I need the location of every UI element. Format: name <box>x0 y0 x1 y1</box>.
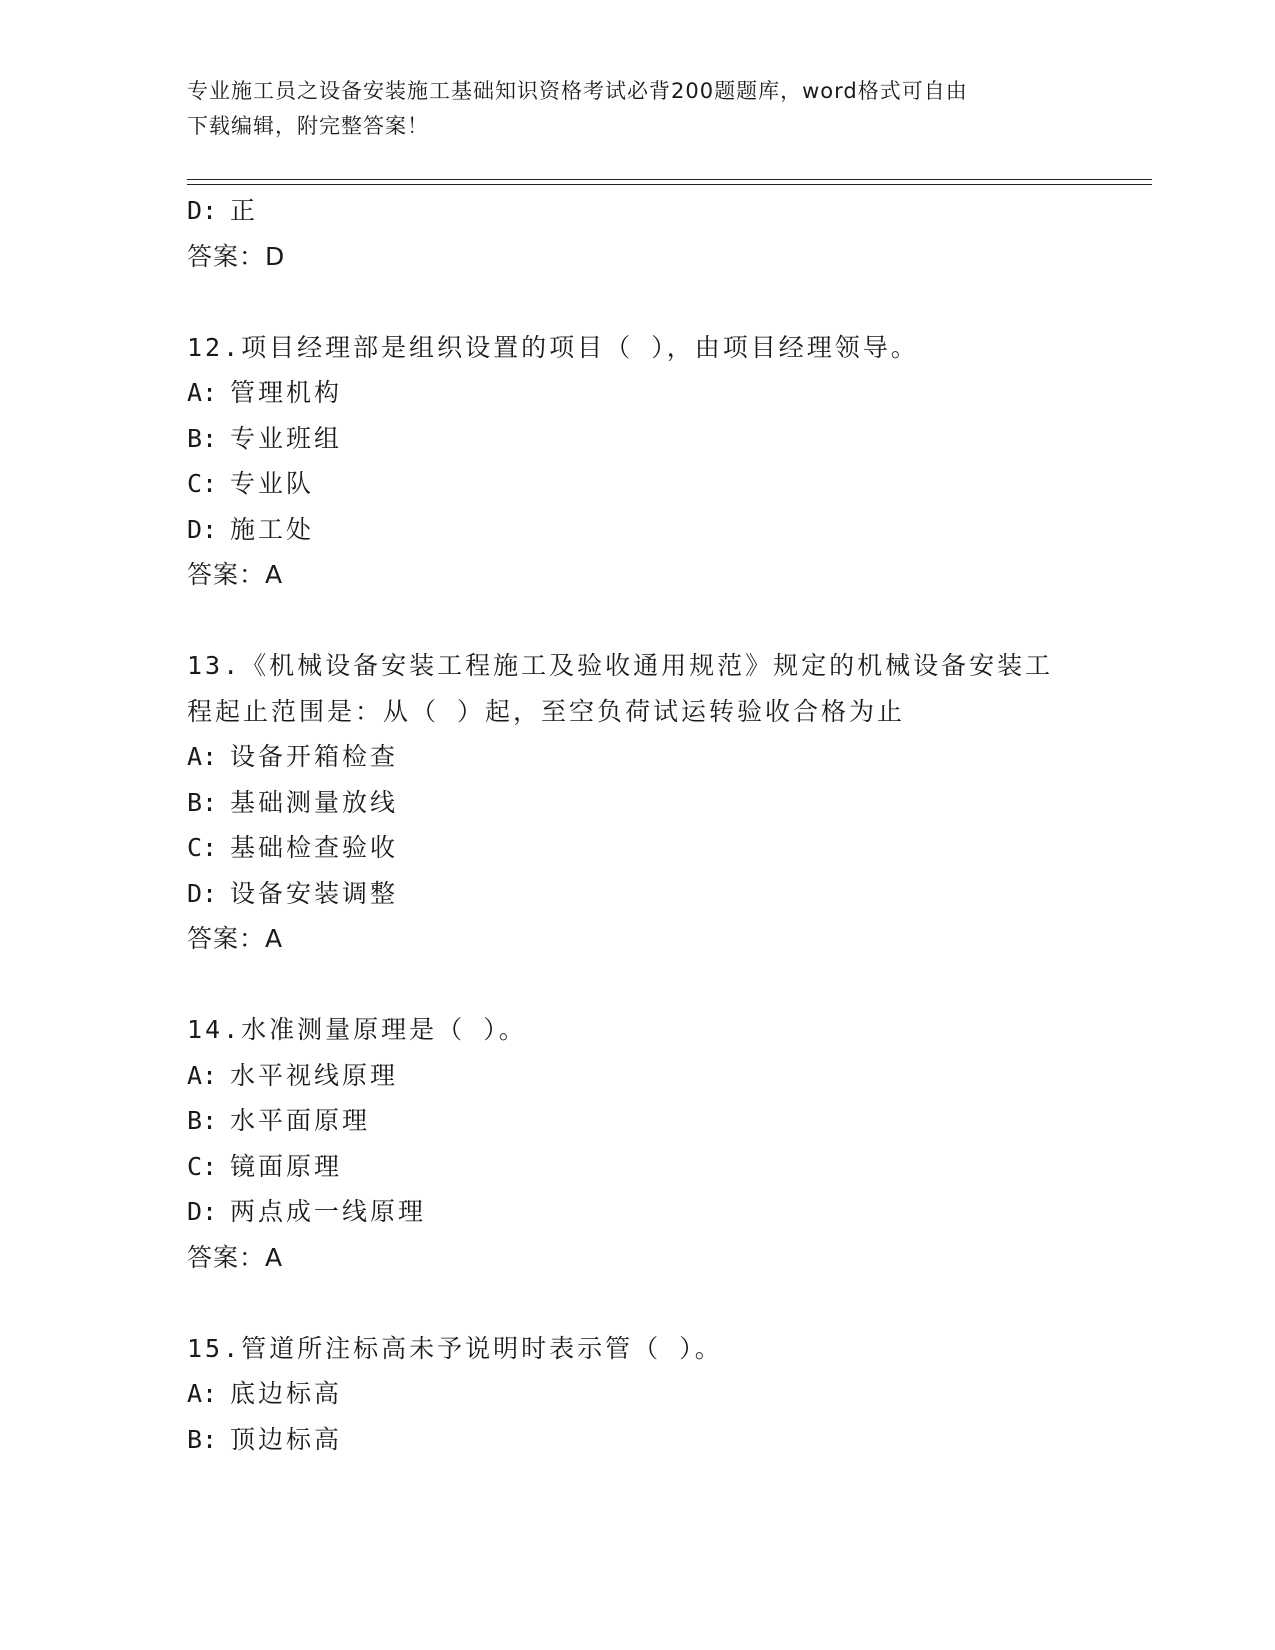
option-text: 基础测量放线 <box>230 787 399 817</box>
header-line-2: 下载编辑，附完整答案！ <box>187 114 429 138</box>
answer-line: 答案：A <box>187 924 284 953</box>
option-a <box>187 734 1147 780</box>
option-text: 两点成一线原理 <box>230 1197 427 1226</box>
option-b <box>187 416 1147 462</box>
option-text: 设备安装调整 <box>230 878 399 908</box>
option-b <box>187 780 1147 826</box>
option-a <box>187 1371 1147 1417</box>
option-label: D: <box>187 1197 218 1226</box>
option-c <box>187 1144 1147 1190</box>
option-label: D: <box>187 196 218 225</box>
answer-line: 答案：A <box>187 1242 284 1272</box>
option-text: 底边标高 <box>230 1379 343 1408</box>
option-b <box>187 1098 1147 1144</box>
header-rule-bottom <box>187 184 1152 185</box>
answer-line: 答案：A <box>187 560 284 589</box>
option-text: 设备开箱检查 <box>230 742 399 771</box>
option-label: C: <box>187 469 218 498</box>
option-label: B: <box>187 787 218 817</box>
question-list <box>187 188 1147 1462</box>
question-title: 15.管道所注标高未予说明时表示管（ ）。 <box>187 1333 723 1363</box>
question-title: 14.水准测量原理是（ ）。 <box>187 1015 527 1044</box>
option-b <box>187 1417 1147 1463</box>
option-text: 专业班组 <box>230 423 343 453</box>
option-text: 水平面原理 <box>230 1106 371 1135</box>
option-label: A: <box>187 1060 218 1090</box>
option-label: B: <box>187 1106 218 1135</box>
question-title: 12.项目经理部是组织设置的项目（ ），由项目经理领导。 <box>187 332 919 362</box>
option-label: D: <box>187 878 218 908</box>
option-label: C: <box>187 833 218 862</box>
header-line-1: 专业施工员之设备安装施工基础知识资格考试必背200题题库，word格式可自由 <box>187 79 968 103</box>
option-a <box>187 370 1147 416</box>
option-text: 镜面原理 <box>230 1151 343 1181</box>
option-label: C: <box>187 1151 218 1181</box>
option-d <box>187 1189 1147 1235</box>
option-label: A: <box>187 378 218 407</box>
option-text: 正 <box>230 196 259 225</box>
option-text: 施工处 <box>230 514 315 544</box>
option-label: B: <box>187 423 218 453</box>
header-rule-top <box>187 179 1152 180</box>
option-label: D: <box>187 514 218 544</box>
document-header <box>187 74 1067 144</box>
option-d <box>187 507 1147 553</box>
option-a <box>187 1053 1147 1099</box>
option-c <box>187 461 1147 507</box>
question-title-line-1: 13.《机械设备安装工程施工及验收通用规范》规定的机械设备安装工 <box>187 651 1054 680</box>
option-d <box>187 871 1147 917</box>
question-title-line-2: 程起止范围是：从（ ）起，至空负荷试运转验收合格为止 <box>187 696 906 726</box>
answer-line: 答案：D <box>187 241 286 271</box>
option-label: B: <box>187 1424 218 1454</box>
option-d <box>187 188 1147 234</box>
option-text: 管理机构 <box>230 378 343 407</box>
option-label: A: <box>187 1379 218 1408</box>
option-label: A: <box>187 742 218 771</box>
option-text: 水平视线原理 <box>230 1060 399 1090</box>
option-text: 顶边标高 <box>230 1424 343 1454</box>
option-text: 专业队 <box>230 469 315 498</box>
option-text: 基础检查验收 <box>230 833 399 862</box>
option-c <box>187 825 1147 871</box>
